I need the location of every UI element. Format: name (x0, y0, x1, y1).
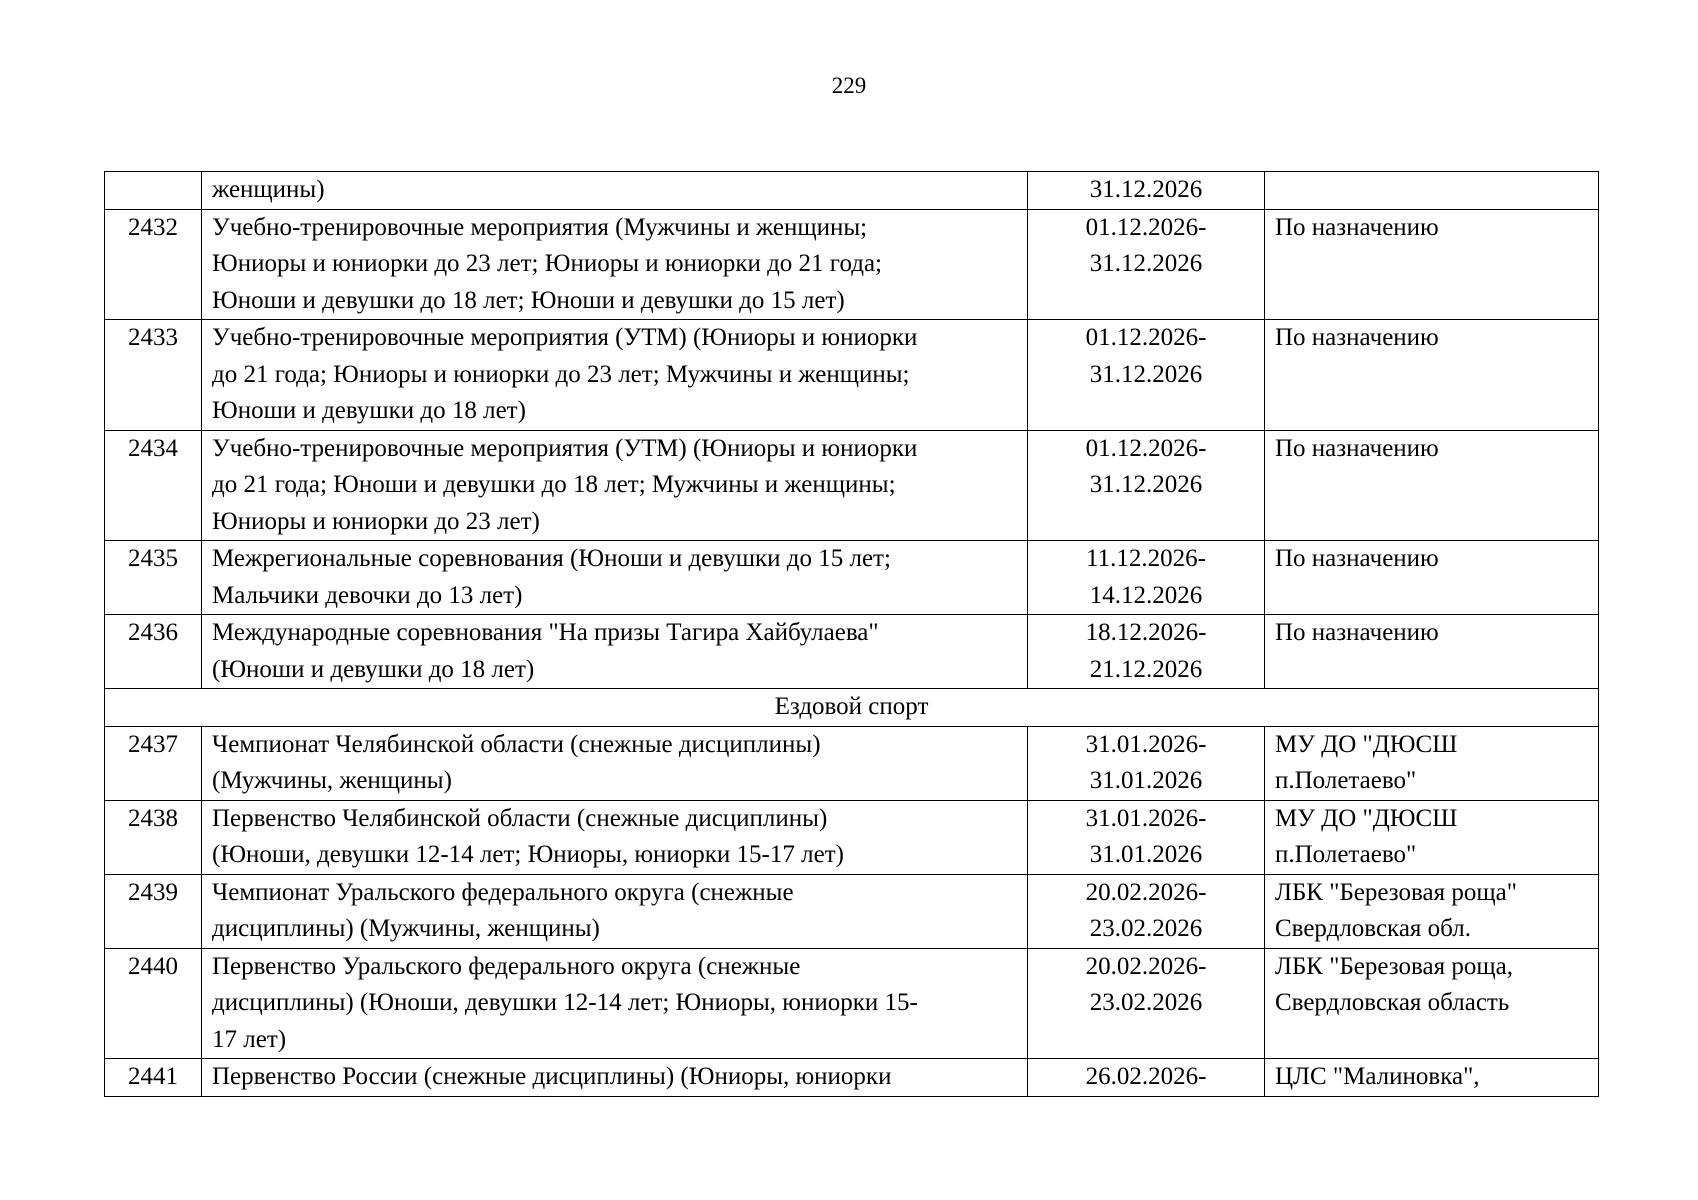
event-place: ЛБК "Березовая роща, Свердловская область (1265, 948, 1599, 1059)
event-name: женщины) (202, 172, 1028, 210)
event-name: Международные соревнования "На призы Тагира Хайбулаева" (Юноши и девушки до 18 лет) (202, 615, 1028, 689)
table-row (105, 541, 1599, 615)
event-name: Первенство России (снежные дисциплины) (Юниоры, юниорки (202, 1059, 1028, 1097)
event-number: 2438 (105, 800, 202, 874)
events-table-body (105, 172, 1599, 1097)
event-dates: 11.12.2026- 14.12.2026 (1028, 541, 1265, 615)
event-place: По назначению (1265, 615, 1599, 689)
event-place: По назначению (1265, 320, 1599, 431)
table-row (105, 615, 1599, 689)
event-dates: 31.12.2026 (1028, 172, 1265, 210)
event-dates: 31.01.2026- 31.01.2026 (1028, 800, 1265, 874)
event-number: 2437 (105, 726, 202, 800)
event-number: 2436 (105, 615, 202, 689)
table-row (105, 948, 1599, 1059)
event-name: Первенство Уральского федерального округа (снежные дисциплины) (Юноши, девушки 12-14 лет; Юниоры, юниорки 15- 17 лет) (202, 948, 1028, 1059)
event-dates: 01.12.2026- 31.12.2026 (1028, 209, 1265, 320)
event-dates: 20.02.2026- 23.02.2026 (1028, 948, 1265, 1059)
event-number: 2434 (105, 430, 202, 541)
event-place: По назначению (1265, 430, 1599, 541)
table-row (105, 320, 1599, 431)
section-title: Ездовой спорт (105, 689, 1599, 727)
event-place: МУ ДО "ДЮСШ п.Полетаево" (1265, 800, 1599, 874)
event-name: Учебно-тренировочные мероприятия (УТМ) (Юниоры и юниорки до 21 года; Юниоры и юниорки до 23 лет; Мужчины и женщины; Юноши и девушки до 18 лет) (202, 320, 1028, 431)
table-row (105, 800, 1599, 874)
event-place: По назначению (1265, 541, 1599, 615)
event-name: Учебно-тренировочные мероприятия (Мужчины и женщины; Юниоры и юниорки до 23 лет; Юниоры и юниорки до 21 года; Юноши и девушки до 18 лет; Юноши и девушки до 15 лет) (202, 209, 1028, 320)
event-number: 2441 (105, 1059, 202, 1097)
event-place: ЛБК "Березовая роща" Свердловская обл. (1265, 874, 1599, 948)
event-place: По назначению (1265, 209, 1599, 320)
event-number (105, 172, 202, 210)
event-number: 2432 (105, 209, 202, 320)
event-number: 2435 (105, 541, 202, 615)
event-dates: 26.02.2026- (1028, 1059, 1265, 1097)
event-dates: 01.12.2026- 31.12.2026 (1028, 430, 1265, 541)
event-name: Первенство Челябинской области (снежные дисциплины) (Юноши, девушки 12-14 лет; Юниоры, юниорки 15-17 лет) (202, 800, 1028, 874)
event-name: Межрегиональные соревнования (Юноши и девушки до 15 лет; Мальчики девочки до 13 лет) (202, 541, 1028, 615)
event-place: ЦЛС "Малиновка", (1265, 1059, 1599, 1097)
event-number: 2440 (105, 948, 202, 1059)
event-dates: 18.12.2026- 21.12.2026 (1028, 615, 1265, 689)
event-number: 2433 (105, 320, 202, 431)
event-dates: 31.01.2026- 31.01.2026 (1028, 726, 1265, 800)
table-row (105, 172, 1599, 210)
event-place (1265, 172, 1599, 210)
event-name: Учебно-тренировочные мероприятия (УТМ) (Юниоры и юниорки до 21 года; Юноши и девушки до 18 лет; Мужчины и женщины; Юниоры и юниорки до 23 лет) (202, 430, 1028, 541)
page-number: 229 (831, 73, 867, 98)
event-name: Чемпионат Челябинской области (снежные дисциплины) (Мужчины, женщины) (202, 726, 1028, 800)
table-row (105, 1059, 1599, 1097)
events-table (104, 171, 1599, 1097)
event-dates: 20.02.2026- 23.02.2026 (1028, 874, 1265, 948)
event-name: Чемпионат Уральского федерального округа (снежные дисциплины) (Мужчины, женщины) (202, 874, 1028, 948)
section-row (105, 689, 1599, 727)
table-row (105, 726, 1599, 800)
event-place: МУ ДО "ДЮСШ п.Полетаево" (1265, 726, 1599, 800)
table-row (105, 874, 1599, 948)
event-number: 2439 (105, 874, 202, 948)
table-row (105, 430, 1599, 541)
table-row (105, 209, 1599, 320)
event-dates: 01.12.2026- 31.12.2026 (1028, 320, 1265, 431)
